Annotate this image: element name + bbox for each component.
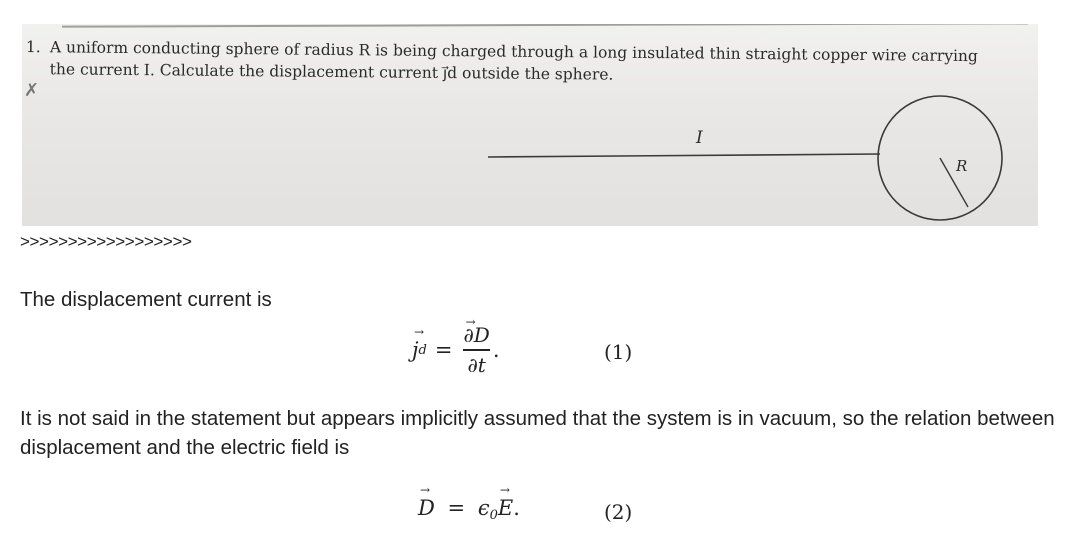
pencil-mark-icon: ✗ <box>24 80 40 101</box>
wire-sphere-figure <box>22 24 1038 226</box>
eq2-E: → E <box>498 496 513 520</box>
fraction-bar <box>463 349 489 350</box>
radius-label: R <box>956 157 968 175</box>
eq1-lhs-sub: d <box>418 342 427 358</box>
eq2-D: → D <box>418 496 435 520</box>
vacuum-paragraph: It is not said in the statement but appears implicitly assumed that the system is in vacuum, so the relation between displacement and the electric field is <box>20 407 1055 459</box>
eq2-epsilon-sub: 0 <box>489 508 498 523</box>
intro-text: The displacement current is <box>20 288 272 311</box>
problem-number: 1. <box>25 37 41 57</box>
eq1-fraction <box>463 323 489 376</box>
separator-arrows: >>>>>>>>>>>>>>>>>> <box>20 232 192 251</box>
eq2-trail: . <box>513 496 520 520</box>
problem-photo <box>22 24 1038 226</box>
eq1-equals: = <box>434 338 453 362</box>
eq2-equals: = <box>447 496 466 520</box>
equation-2-number: (2) <box>604 500 633 524</box>
equation-1-number: (1) <box>604 340 633 364</box>
equation-1 <box>412 316 500 384</box>
current-label: I <box>696 128 703 148</box>
eq1-numerator: → ∂D <box>463 323 489 347</box>
problem-line-2: the current I. Calculate the displacement current j⃗d outside the sphere. <box>49 60 614 84</box>
eq2-epsilon: ϵ <box>477 496 490 520</box>
problem-line-1: A uniform conducting sphere of radius R is being charged through a long insulated thin straight copper wire carrying <box>49 38 978 66</box>
wire-line <box>488 154 880 157</box>
equation-2 <box>418 496 520 523</box>
eq1-trail: . <box>492 338 500 362</box>
eq1-denominator: ∂t <box>467 352 486 377</box>
eq1-lhs: → j <box>412 338 419 362</box>
